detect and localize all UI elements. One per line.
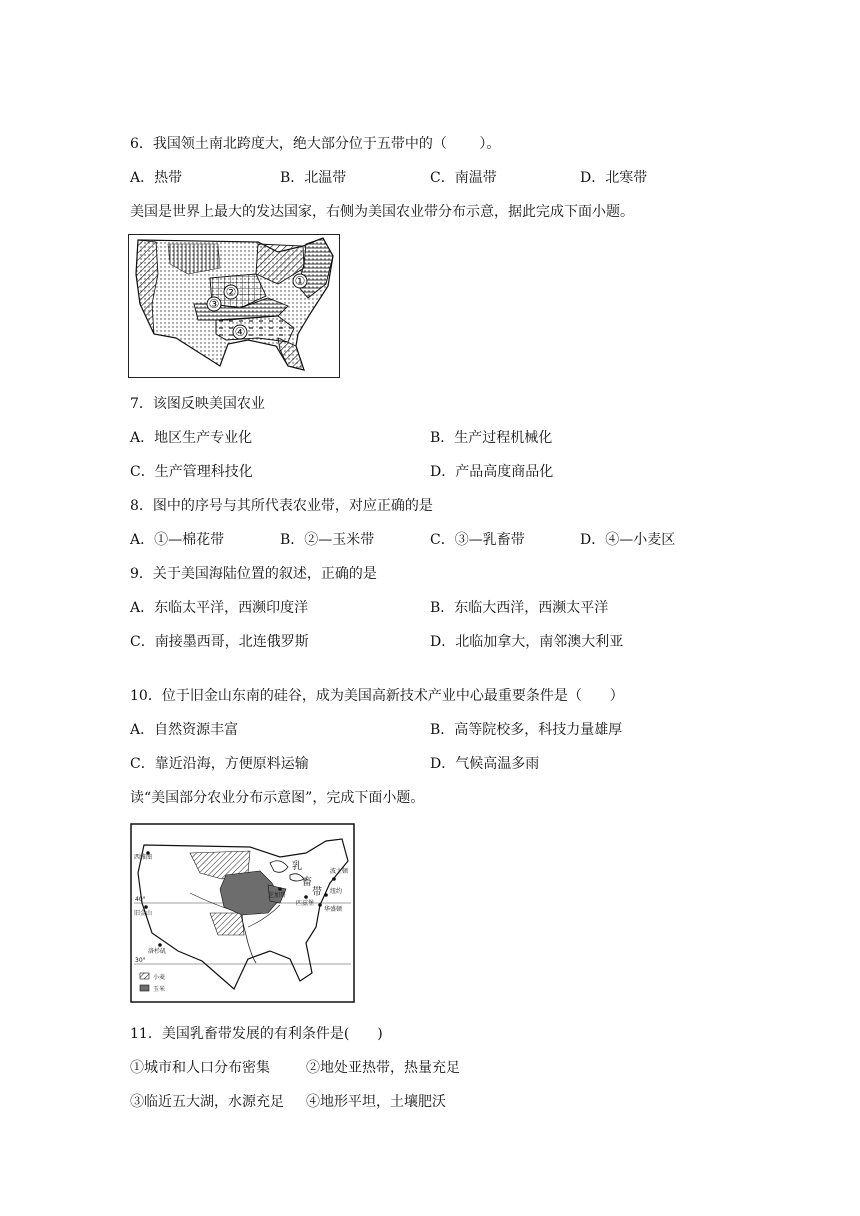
q9-stem: 9．关于美国海陆位置的叙述，正确的是	[130, 566, 377, 582]
q8-option-c: C．③—乳畜带	[430, 532, 525, 548]
q7-option-b: B．生产过程机械化	[430, 430, 553, 446]
q10-option-a: A．自然资源丰富	[130, 722, 239, 738]
legend-corn: 玉米	[153, 986, 166, 993]
us-partial-agriculture-map	[130, 823, 355, 1003]
q9-option-a: A．东临太平洋，西濒印度洋	[130, 600, 309, 616]
q6-option-b: B．北温带	[280, 170, 347, 186]
q11-stem: 11．美国乳畜带发展的有利条件是( )	[130, 1026, 383, 1042]
map2-label-boston: 波士顿	[330, 868, 349, 875]
q9-option-d: D．北临加拿大，南邻澳大利亚	[430, 634, 624, 650]
q6-option-c: C．南温带	[430, 170, 497, 186]
q9-option-c: C．南接墨西哥，北连俄罗斯	[130, 634, 309, 650]
q10-option-d: D．气候高温多雨	[430, 756, 540, 772]
q10-stem: 10．位于旧金山东南的硅谷，成为美国高新技术产业中心最重要条件是（ ）	[130, 688, 624, 704]
q6-option-a: A．热带	[130, 170, 183, 186]
map2-label-pittsburgh: 匹兹堡	[296, 900, 315, 907]
map2-label-lat-40: 40°	[135, 896, 146, 903]
q7-stem: 7．该图反映美国农业	[130, 396, 265, 412]
map1-marker-3: ③	[208, 297, 220, 311]
q11-item-4: ④地形平坦，土壤肥沃	[306, 1094, 446, 1110]
map2-label-xu: 畜	[302, 877, 312, 888]
q9-option-b: B．东临大西洋，西濒太平洋	[430, 600, 609, 616]
q11-item-1: ①城市和人口分布密集	[130, 1060, 270, 1076]
map2-label-new-york: 纽约	[330, 888, 343, 895]
q8-stem: 8．图中的序号与其所代表农业带，对应正确的是	[130, 498, 433, 514]
legend-wheat: 小麦	[153, 974, 166, 981]
q11-item-2: ②地处亚热带，热量充足	[306, 1060, 460, 1076]
map2-label-seattle: 西雅图	[134, 854, 153, 861]
map2-label-los-angeles: 洛杉矶	[148, 948, 167, 955]
q11-item-3: ③临近五大湖，水源充足	[130, 1094, 284, 1110]
q10-option-c: C．靠近沿海，方便原料运输	[130, 756, 309, 772]
intro-text-2: 读“美国部分农业分布示意图”，完成下面小题。	[130, 790, 425, 806]
q8-option-d: D．④—小麦区	[580, 532, 676, 548]
q8-option-a: A．①—棉花带	[130, 532, 225, 548]
us-agriculture-belt-map	[128, 234, 340, 378]
q7-option-d: D．产品高度商品化	[430, 464, 554, 480]
map2-label-dai: 带	[312, 887, 322, 898]
map2-label-washington: 华盛顿	[324, 906, 343, 913]
q10-option-b: B．高等院校多，科技力量雄厚	[430, 722, 623, 738]
map1-marker-2: ②	[225, 285, 237, 299]
q6-option-d: D．北寒带	[580, 170, 648, 186]
map2-label-chicago: 芝加哥	[268, 892, 287, 899]
q8-option-b: B．②—玉米带	[280, 532, 375, 548]
q7-option-a: A．地区生产专业化	[130, 430, 253, 446]
map1-marker-1: ①	[294, 274, 306, 288]
q7-option-c: C．生产管理科技化	[130, 464, 253, 480]
intro-text-1: 美国是世界上最大的发达国家，右侧为美国农业带分布示意，据此完成下面小题。	[130, 204, 634, 220]
q6-stem: 6．我国领土南北跨度大，绝大部分位于五带中的（ ）。	[130, 136, 501, 152]
map2-label-san-francisco: 旧金山	[134, 910, 153, 917]
map2-label-ru: 乳	[292, 861, 302, 872]
map1-marker-4: ④	[234, 325, 246, 339]
map2-label-lat-30: 30°	[135, 957, 146, 964]
